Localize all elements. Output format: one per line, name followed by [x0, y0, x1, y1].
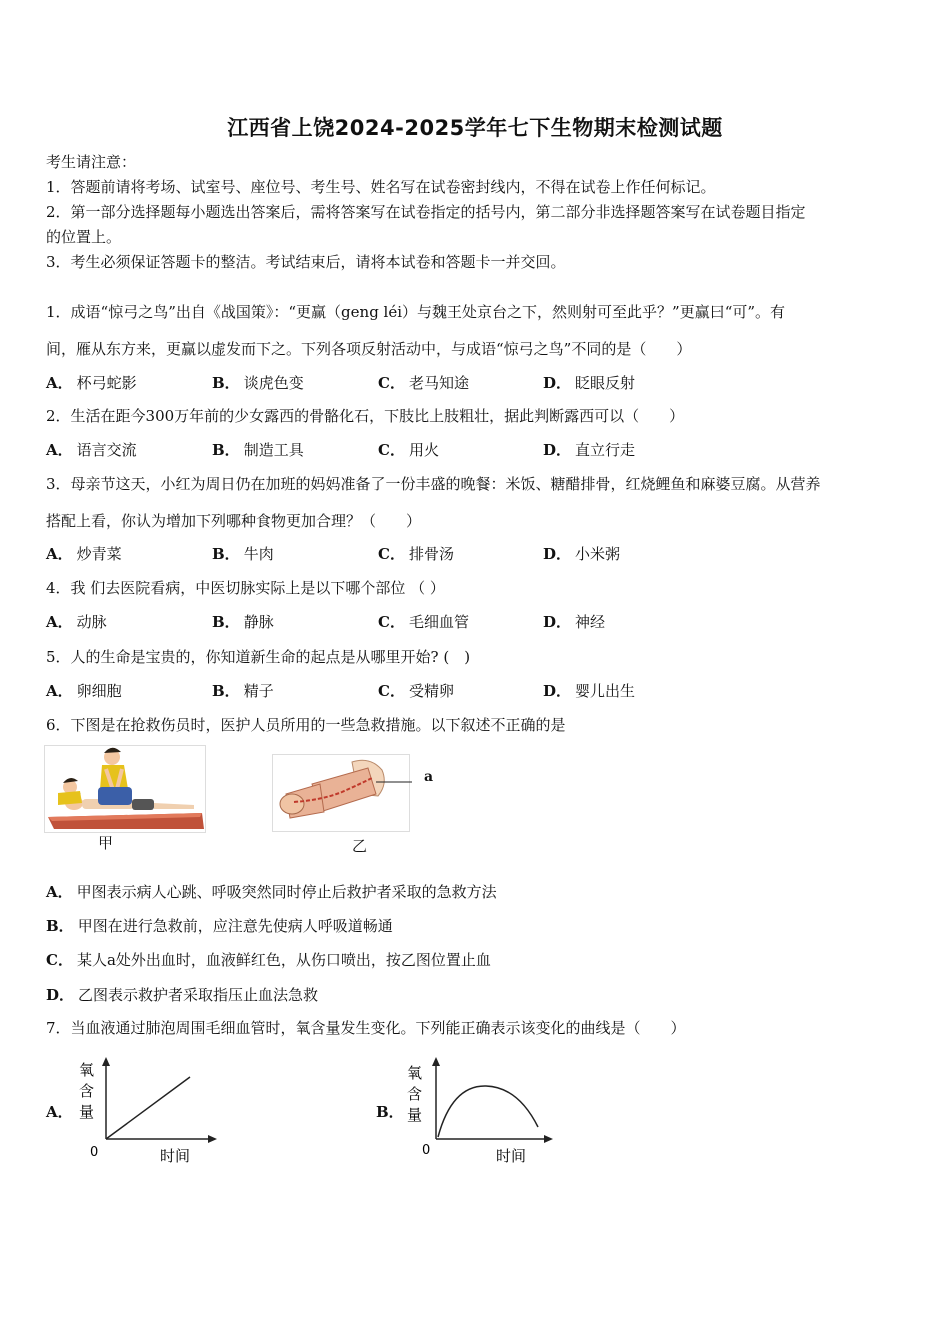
question-6-stem: 6．下图是在抢救伤员时，医护人员所用的一些急救措施。以下叙述不正确的是 — [46, 716, 566, 734]
question-7-stem: 7．当血液通过肺泡周围毛细血管时，氧含量发生变化。下列能正确表示该变化的曲线是（ ） — [46, 1019, 686, 1037]
graph-a — [70, 1055, 230, 1170]
option-b: B． 静脉 — [212, 613, 274, 631]
option-d: D． 直立行走 — [543, 441, 636, 459]
option-a: A． — [46, 1103, 73, 1121]
option-d: D． 小米粥 — [543, 545, 621, 563]
y-label-char: 量 — [407, 1106, 423, 1124]
option-a: A． 卵细胞 — [46, 682, 122, 700]
option-d: D． 乙图表示救护者采取指压止血法急救 — [46, 986, 319, 1004]
question-2-stem: 2．生活在距今300万年前的少女露西的骨骼化石，下肢比上肢粗壮，据此判断露西可以（ ） — [46, 407, 685, 425]
x-label: 时间 — [160, 1147, 191, 1165]
notice-item: 1．答题前请将考场、试室号、座位号、考生号、姓名写在试卷密封线内，不得在试卷上作任何标记。 — [46, 178, 716, 196]
y-label-char: 含 — [407, 1085, 423, 1103]
option-a: A． 语言交流 — [46, 441, 137, 459]
option-c: C． 老马知途 — [378, 374, 469, 392]
option-c: C． 受精卵 — [378, 682, 454, 700]
option-a: A． 炒青菜 — [46, 545, 122, 563]
option-b: B． 制造工具 — [212, 441, 304, 459]
figure-caption-jia: 甲 — [98, 834, 114, 852]
option-a: A． 甲图表示病人心跳、呼吸突然同时停止后救护者采取的急救方法 — [46, 883, 497, 901]
option-c: C． 用火 — [378, 441, 439, 459]
y-label-char: 氧 — [79, 1061, 95, 1079]
option-c: C． 排骨汤 — [378, 545, 454, 563]
option-d: D． 婴儿出生 — [543, 682, 636, 700]
y-label-char: 氧 — [407, 1064, 423, 1082]
y-label-char: 量 — [79, 1103, 95, 1121]
option-a: A． 杯弓蛇影 — [46, 374, 137, 392]
option-b: B． 精子 — [212, 682, 274, 700]
question-3-stem: 3．母亲节这天，小红为周日仍在加班的妈妈准备了一份丰盛的晚餐：米饭、糖醋排骨，红烧鲤鱼和麻婆豆腐。从营养 — [46, 475, 821, 493]
option-b: B． 牛肉 — [212, 545, 274, 563]
option-d: D． 眨眼反射 — [543, 374, 636, 392]
origin-label: 0 — [422, 1143, 431, 1158]
option-c: C． 某人a处外出血时，血液鲜红色，从伤口喷出，按乙图位置止血 — [46, 951, 491, 969]
x-label: 时间 — [496, 1147, 527, 1165]
question-4-stem: 4．我 们去医院看病，中医切脉实际上是以下哪个部位 （ ） — [46, 579, 445, 597]
notice-item: 3．考生必须保证答题卡的整洁。考试结束后，请将本试卷和答题卡一并交回。 — [46, 253, 566, 271]
curve-hump — [438, 1086, 538, 1137]
question-5-stem: 5．人的生命是宝贵的，你知道新生命的起点是从哪里开始? ( ) — [46, 648, 471, 666]
notice-item: 2．第一部分选择题每小题选出答案后，需将答案写在试卷指定的括号内，第二部分非选择题答案写在试卷题目指定 — [46, 203, 806, 221]
figure-label-a: a — [424, 769, 434, 785]
option-c: C． 毛细血管 — [378, 613, 469, 631]
question-3-stem: 搭配上看，你认为增加下列哪种食物更加合理？（ ） — [46, 512, 422, 530]
question-1-stem: 间，雁从东方来，更赢以虚发而下之。下列各项反射活动中，与成语“惊弓之鸟”不同的是（ ） — [46, 340, 692, 358]
option-a: A． 动脉 — [46, 613, 107, 631]
notice-item: 的位置上。 — [46, 228, 122, 246]
option-b: B． 甲图在进行急救前，应注意先使病人呼吸道畅通 — [46, 917, 393, 935]
page-title: 江西省上饶2024-2025学年七下生物期末检测试题 — [227, 116, 723, 140]
arm-pressure-illustration — [272, 754, 440, 834]
notice-heading: 考生请注意： — [46, 153, 137, 171]
figure-caption-yi: 乙 — [352, 837, 368, 855]
option-d: D． 神经 — [543, 613, 606, 631]
graph-b — [400, 1055, 560, 1170]
curve-rising — [106, 1077, 190, 1139]
option-b: B． — [376, 1103, 404, 1121]
option-b: B． 谈虎色变 — [212, 374, 304, 392]
origin-label: 0 — [90, 1145, 99, 1160]
cpr-illustration — [44, 745, 206, 833]
y-label-char: 含 — [79, 1082, 95, 1100]
question-1-stem: 1．成语“惊弓之鸟”出自《战国策》：“更赢（geng léi）与魏王处京台之下，然则射可至此乎？”更赢曰“可”。有 — [46, 303, 786, 321]
